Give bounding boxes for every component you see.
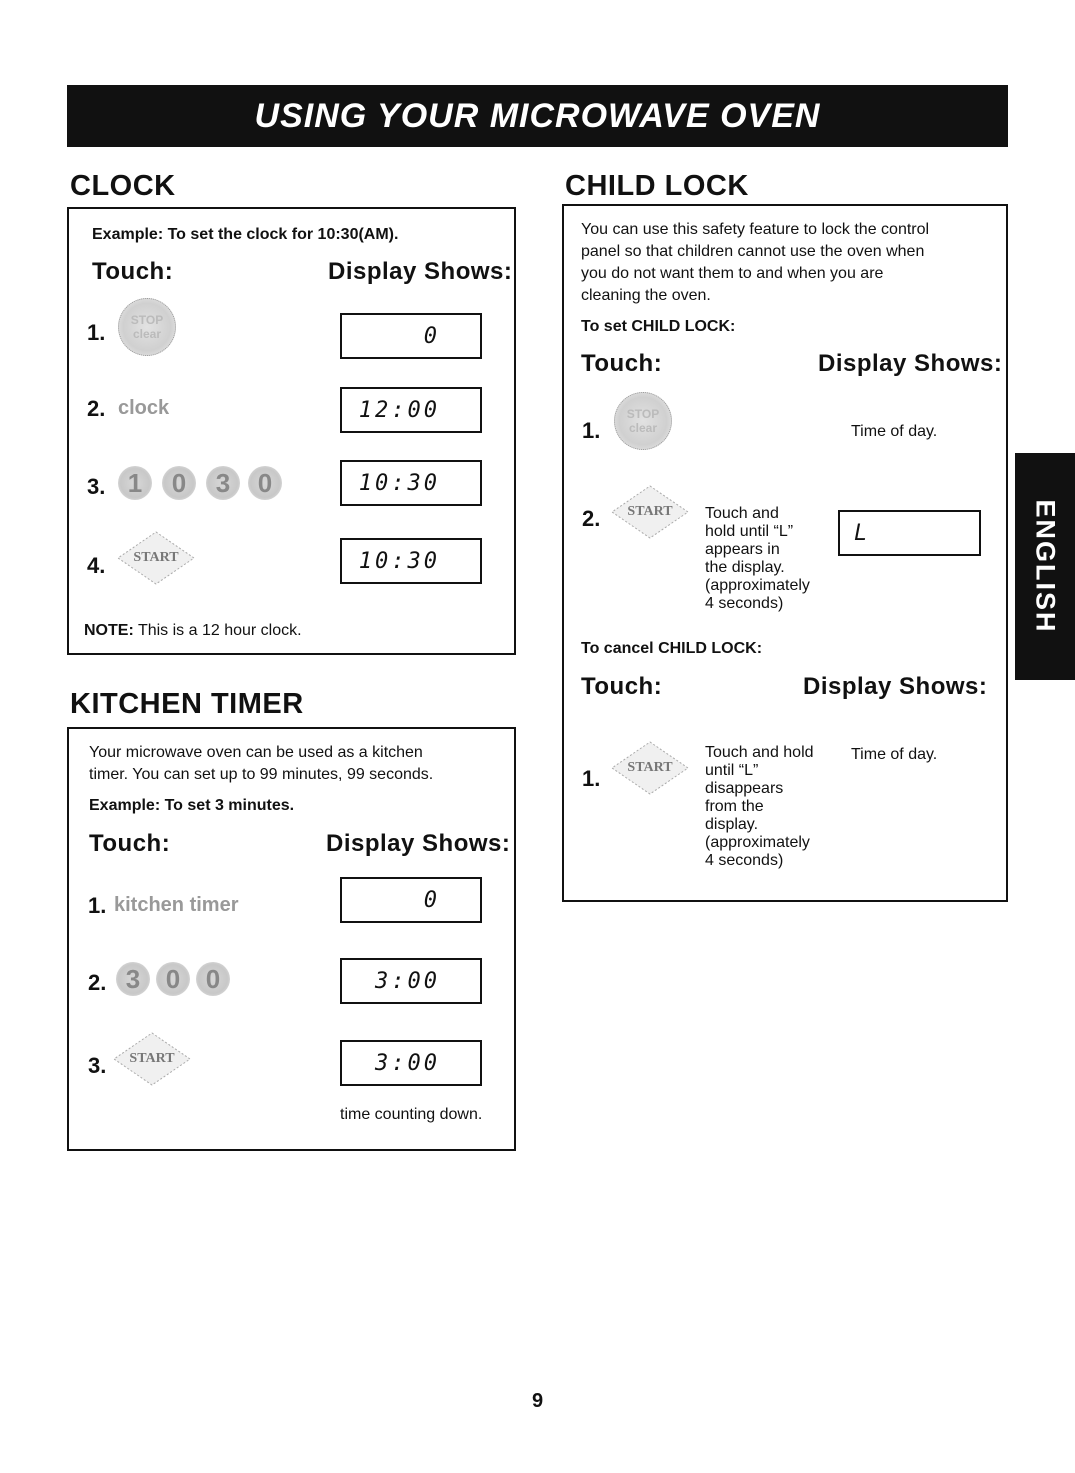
kitchen-display-3: 3:00: [340, 1040, 482, 1086]
child-lock-title: CHILD LOCK: [565, 170, 749, 202]
kitchen-step-3-num: 3.: [88, 1053, 107, 1078]
clock-display-1: 0: [340, 313, 482, 359]
child-set-step-2-num: 2.: [582, 506, 601, 531]
start-label: START: [627, 760, 673, 775]
start-button[interactable]: [610, 740, 690, 796]
kitchen-footer: time counting down.: [340, 1106, 483, 1123]
clock-step-4-num: 4.: [87, 553, 106, 578]
clock-step-1-num: 1.: [87, 320, 106, 345]
clock-display-label: Display Shows:: [328, 258, 513, 285]
clock-step-3-num: 3.: [87, 474, 106, 499]
clock-note-text: This is a 12 hour clock.: [133, 622, 302, 639]
clear-label: clear: [132, 327, 162, 341]
digit-0-button[interactable]: 0: [248, 466, 282, 500]
child-cancel-display-label: Display Shows:: [803, 673, 988, 700]
kitchen-display-2: 3:00: [340, 958, 482, 1004]
child-cancel-step-1-display: Time of day.: [851, 746, 938, 763]
clock-title: CLOCK: [70, 170, 176, 202]
kitchen-timer-box: [67, 727, 516, 1151]
child-cancel-touch-label: Touch:: [581, 673, 663, 700]
child-set-step-1-display: Time of day.: [851, 423, 938, 440]
start-label: START: [129, 1051, 175, 1066]
stop-label: STOP: [626, 407, 660, 421]
language-tab: [1015, 453, 1075, 680]
stop-clear-button[interactable]: [614, 392, 672, 450]
language-tab-label: ENGLISH: [1030, 499, 1061, 634]
clock-display-4: 10:30: [340, 538, 482, 584]
child-lock-display: L: [838, 510, 981, 556]
clock-button[interactable]: clock: [118, 397, 170, 419]
clock-note: [84, 620, 302, 642]
kitchen-display-1: 0: [340, 877, 482, 923]
clock-display-3: 10:30: [340, 460, 482, 506]
page-banner: USING YOUR MICROWAVE OVEN: [67, 85, 1008, 147]
digit-3-button[interactable]: 3: [116, 962, 150, 996]
start-label: START: [627, 504, 673, 519]
clock-note-label: NOTE:: [84, 622, 134, 639]
digit-3-button[interactable]: 3: [206, 466, 240, 500]
start-button[interactable]: [112, 1031, 192, 1087]
stop-label: STOP: [130, 313, 164, 327]
child-intro-line-3: you do not want them to and when you are: [581, 265, 884, 282]
child-cancel-step-1-instruction: Touch and hold until “L” disappears from the display. (approximately 4 seconds): [705, 744, 814, 869]
child-intro-line-4: cleaning the oven.: [581, 287, 711, 304]
kitchen-touch-label: Touch:: [89, 830, 171, 857]
start-button[interactable]: [116, 530, 196, 586]
child-set-step-1-num: 1.: [582, 418, 601, 443]
stop-clear-button[interactable]: [118, 298, 176, 356]
child-intro-line-1: You can use this safety feature to lock the control: [581, 221, 930, 238]
digit-1-button[interactable]: 1: [118, 466, 152, 500]
kitchen-example: Example: To set 3 minutes.: [89, 797, 295, 814]
clock-display-2: 12:00: [340, 387, 482, 433]
child-display-label: Display Shows:: [818, 350, 1003, 377]
clear-label: clear: [628, 421, 658, 435]
page-number: 9: [531, 1390, 544, 1412]
clock-touch-label: Touch:: [92, 258, 174, 285]
start-button[interactable]: [610, 484, 690, 540]
clock-example: Example: To set the clock for 10:30(AM).: [92, 226, 399, 243]
digit-0-button[interactable]: 0: [162, 466, 196, 500]
kitchen-step-2-num: 2.: [88, 970, 107, 995]
child-set-heading: To set CHILD LOCK:: [581, 318, 736, 335]
kitchen-intro-line-1: Your microwave oven can be used as a kitchen: [89, 744, 423, 761]
digit-0-button[interactable]: 0: [156, 962, 190, 996]
kitchen-intro-line-2: timer. You can set up to 99 minutes, 99 seconds.: [89, 766, 434, 783]
child-touch-label: Touch:: [581, 350, 663, 377]
clock-step-2-num: 2.: [87, 396, 106, 421]
start-label: START: [133, 550, 179, 565]
kitchen-display-label: Display Shows:: [326, 830, 511, 857]
kitchen-timer-title: KITCHEN TIMER: [70, 688, 304, 720]
kitchen-timer-button[interactable]: kitchen timer: [114, 894, 239, 916]
kitchen-step-1-num: 1.: [88, 893, 107, 918]
child-intro-line-2: panel so that children cannot use the oven when: [581, 243, 925, 260]
child-cancel-step-1-num: 1.: [582, 766, 601, 791]
digit-0-button[interactable]: 0: [196, 962, 230, 996]
child-cancel-heading: To cancel CHILD LOCK:: [581, 640, 763, 657]
child-set-step-2-instruction: Touch and hold until “L” appears in the display. (approximately 4 seconds): [705, 505, 810, 612]
